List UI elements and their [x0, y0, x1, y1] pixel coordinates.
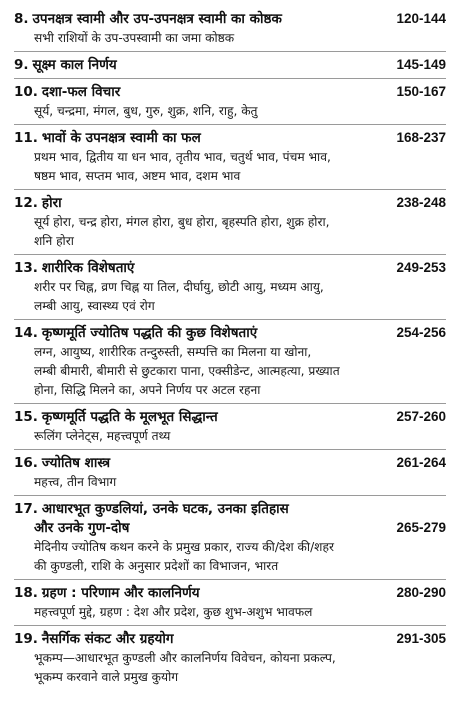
- chapter-title: भावों के उपनक्षत्र स्वामी का फल: [41, 130, 201, 146]
- page-range: 261-264: [396, 455, 446, 470]
- page-range: 120-144: [396, 11, 446, 26]
- chapter-number: 17.: [14, 501, 38, 517]
- chapter-number: 8.: [14, 11, 29, 27]
- chapter-subtopics: लम्बी बीमारी, बीमारी से छुटकारा पाना, एक्सीडेन्ट, आत्महत्या, प्रख्यात: [34, 364, 340, 378]
- toc-entry-heading: [14, 454, 446, 473]
- chapter-subtopics: शनि होरा: [34, 234, 74, 248]
- toc-entry: [14, 496, 446, 580]
- toc-entry: [14, 52, 446, 79]
- chapter-title: नैसर्गिक संकट और ग्रहयोग: [41, 631, 174, 647]
- chapter-subtopics: शरीर पर चिह्न, व्रण चिह्न या तिल, दीर्घायु, छोटी आयु, मध्यम आयु,: [34, 280, 324, 294]
- chapter-title: ग्रहण : परिणाम और कालनिर्णय: [41, 585, 200, 601]
- toc-entry-heading: [14, 408, 446, 427]
- toc-entry-heading: [14, 630, 446, 649]
- chapter-subtopics: सभी राशियों के उप-उपस्वामी का जमा कोष्ठक: [34, 31, 235, 45]
- chapter-number: 10.: [14, 84, 38, 100]
- toc-entry: [14, 190, 446, 255]
- chapter-title-continued: और उनके गुण-दोष: [34, 520, 130, 536]
- toc-entry-heading: [14, 584, 446, 603]
- chapter-title: उपनक्षत्र स्वामी और उप-उपनक्षत्र स्वामी का कोष्ठक: [32, 11, 282, 27]
- chapter-subtopics: भूकम्प करवाने वाले प्रमुख कुयोग: [34, 670, 179, 684]
- toc-entry-heading: [14, 83, 446, 102]
- toc-entry-heading: [14, 56, 446, 75]
- toc-entry: [14, 6, 446, 52]
- page-range: 254-256: [396, 325, 446, 340]
- chapter-subtopics: रूलिंग प्लेनेट्स, महत्त्वपूर्ण तथ्य: [34, 429, 171, 443]
- chapter-subtopics: होना, सिद्धि मिलने का, अपने निर्णय पर अटल रहना: [34, 383, 261, 397]
- chapter-subtopics: लम्बी आयु, स्वास्थ्य एवं रोग: [34, 299, 155, 313]
- page-range: 150-167: [396, 84, 446, 99]
- chapter-title: ज्योतिष शास्त्र: [41, 455, 111, 471]
- chapter-number: 13.: [14, 260, 38, 276]
- chapter-title: कृष्णमूर्ति ज्योतिष पद्धति की कुछ विशेषताएं: [41, 325, 258, 341]
- chapter-subtopics: सूर्य, चन्द्रमा, मंगल, बुध, गुरु, शुक्र, शनि, राहु, केतु: [34, 104, 258, 118]
- chapter-subtopics: प्रथम भाव, द्वितीय या धन भाव, तृतीय भाव, चतुर्थ भाव, पंचम भाव,: [34, 150, 331, 164]
- chapter-title: कृष्णमूर्ति पद्धति के मूलभूत सिद्धान्त: [41, 409, 218, 425]
- chapter-subtopics: महत्त्वपूर्ण मुद्दे, ग्रहण : देश और प्रदेश, कुछ शुभ-अशुभ भावफल: [34, 605, 313, 619]
- toc-entry: [14, 320, 446, 404]
- page-range: 257-260: [396, 409, 446, 424]
- chapter-title: दशा-फल विचार: [41, 84, 121, 100]
- toc-entry: [14, 125, 446, 190]
- toc-entry: [14, 255, 446, 320]
- toc-entry-heading: [14, 10, 446, 29]
- toc-entry-heading: [14, 129, 446, 148]
- page-range: 145-149: [396, 57, 446, 72]
- chapter-number: 18.: [14, 585, 38, 601]
- page-range: 168-237: [396, 130, 446, 145]
- toc-entry-heading-continued: [14, 519, 446, 538]
- toc-entry-heading: [14, 259, 446, 278]
- chapter-subtopics: लग्न, आयुष्य, शारीरिक तन्दुरुस्ती, सम्पत्ति का मिलना या खोना,: [34, 345, 312, 359]
- chapter-subtopics: सूर्य होरा, चन्द्र होरा, मंगल होरा, बुध होरा, बृहस्पति होरा, शुक्र होरा,: [34, 215, 330, 229]
- page-range: 291-305: [396, 631, 446, 646]
- chapter-subtopics: मेदिनीय ज्योतिष कथन करने के प्रमुख प्रकार, राज्य की/देश की/शहर: [34, 540, 334, 554]
- chapter-number: 11.: [14, 130, 38, 146]
- chapter-title: आधारभूत कुण्डलियां, उनके घटक, उनका इतिहास: [41, 501, 289, 517]
- toc-entry: [14, 404, 446, 450]
- chapter-title: होरा: [41, 195, 62, 211]
- chapter-number: 16.: [14, 455, 38, 471]
- chapter-subtopics: की कुण्डली, राशि के अनुसार प्रदेशों का विभाजन, भारत: [34, 559, 279, 573]
- chapter-number: 19.: [14, 631, 38, 647]
- chapter-number: 9.: [14, 57, 29, 73]
- chapter-subtopics: महत्त्व, तीन विभाग: [34, 475, 117, 489]
- toc-entry-heading: [14, 324, 446, 343]
- toc-entry: [14, 626, 446, 690]
- chapter-subtopics: भूकम्प—आधारभूत कुण्डली और कालनिर्णय विवेचन, कोयना प्रकल्प,: [34, 651, 336, 665]
- table-of-contents: [14, 6, 446, 690]
- toc-entry: [14, 79, 446, 125]
- page-range: 280-290: [396, 585, 446, 600]
- chapter-title: शारीरिक विशेषताएं: [41, 260, 135, 276]
- chapter-subtopics: षष्ठम भाव, सप्तम भाव, अष्टम भाव, दशम भाव: [34, 169, 241, 183]
- page-range: 249-253: [396, 260, 446, 275]
- chapter-number: 14.: [14, 325, 38, 341]
- page-range: 265-279: [396, 520, 446, 535]
- chapter-number: 12.: [14, 195, 38, 211]
- chapter-number: 15.: [14, 409, 38, 425]
- chapter-title: सूक्ष्म काल निर्णय: [32, 57, 117, 73]
- toc-entry: [14, 450, 446, 496]
- toc-entry-heading: [14, 194, 446, 213]
- toc-entry: [14, 580, 446, 626]
- toc-entry-heading: [14, 500, 446, 519]
- page-range: 238-248: [396, 195, 446, 210]
